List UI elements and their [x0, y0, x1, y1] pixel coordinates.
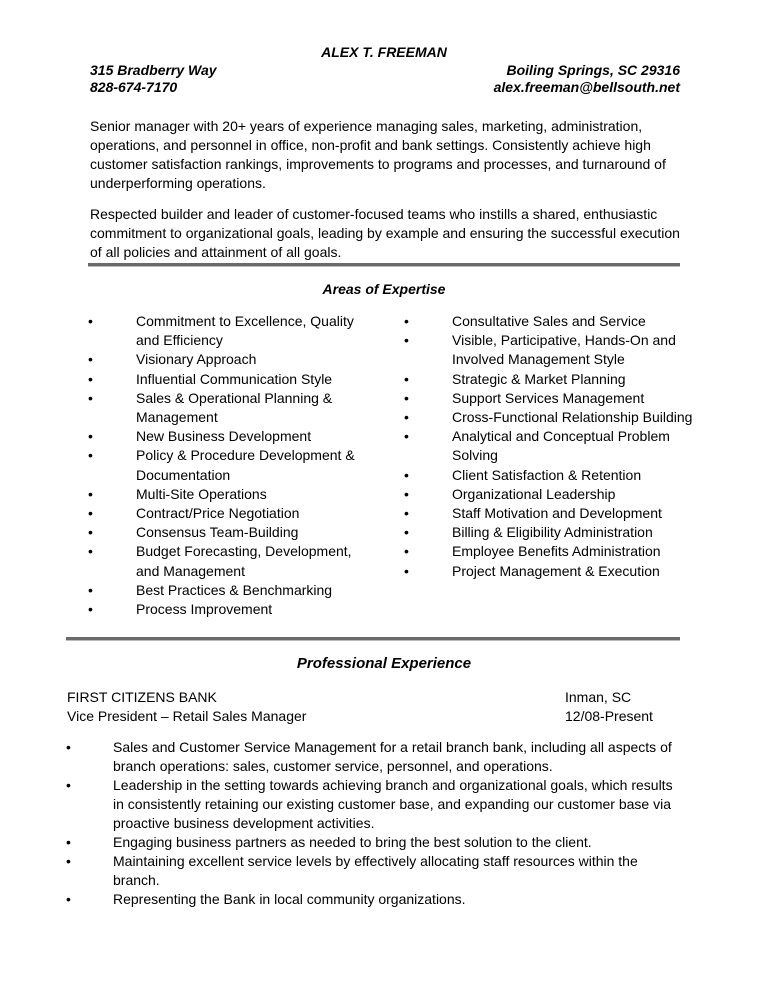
job-duties-list [66, 738, 686, 909]
bullet-marker: • [66, 777, 71, 793]
bullet-marker: • [88, 581, 93, 598]
expertise-item-text: Strategic & Market Planning [452, 370, 626, 387]
bullet-marker: • [66, 834, 71, 850]
expertise-item [88, 446, 368, 484]
expertise-item-text: Organizational Leadership [452, 485, 616, 502]
bullet-marker: • [404, 313, 409, 329]
bullet-marker: • [66, 739, 71, 755]
bullet-marker: • [404, 332, 409, 349]
expertise-item-text: Visible, Participative, Hands-On and Involved Management Style [452, 332, 676, 368]
expertise-item-text: Billing & Eligibility Administration [452, 524, 653, 541]
expertise-item-text: Commitment to Excellence, Quality and Efficiency [136, 313, 354, 349]
summary-paragraph-1: Senior manager with 20+ years of experience managing sales, marketing, administration, operations, and personnel in office, non-profit and bank settings. Consistently achieve high customer satisfaction rankings, improvements to programs and processes, and turnaround of underperforming operations. [90, 118, 666, 191]
bullet-marker: • [404, 562, 409, 579]
bullet-marker: • [88, 543, 93, 560]
bullet-marker: • [404, 485, 409, 502]
expertise-item [404, 408, 694, 427]
expertise-item-text: Best Practices & Benchmarking [136, 581, 333, 598]
expertise-item [404, 312, 694, 331]
bullet-marker: • [88, 505, 93, 522]
duty-item-text: Engaging business partners as needed to bring the best solution to the client. [113, 834, 592, 850]
position-dates: 12/08-Present [565, 708, 653, 724]
bullet-marker: • [404, 389, 409, 406]
expertise-item [404, 485, 694, 504]
bullet-marker: • [88, 447, 93, 464]
position-title: Vice President – Retail Sales Manager [67, 708, 307, 724]
email-address: alex.freeman@bellsouth.net [493, 79, 680, 95]
expertise-item [404, 427, 694, 465]
duty-item-text: Leadership in the setting towards achieving branch and organizational goals, which results in consistently retaining our existing customer base, and expanding our customer base via proactive business development activities. [113, 777, 673, 831]
expertise-item [88, 504, 368, 523]
experience-heading: Professional Experience [296, 655, 472, 672]
expertise-item [88, 389, 368, 427]
expertise-item [88, 350, 368, 369]
expertise-item-text: Influential Communication Style [136, 370, 333, 387]
bullet-marker: • [404, 466, 409, 483]
expertise-item-text: Multi-Site Operations [136, 485, 267, 502]
bullet-marker: • [404, 543, 409, 560]
expertise-item-text: Policy & Procedure Development & Documentation [136, 447, 355, 483]
expertise-item-text: Staff Motivation and Development [452, 505, 662, 522]
expertise-heading: Areas of Expertise [322, 281, 446, 297]
duty-item-text: Sales and Customer Service Management for a retail branch bank, including all aspects of branch operations: sales, customer service, personnel, and operations. [113, 739, 672, 774]
expertise-item [404, 523, 694, 542]
expertise-item-text: New Business Development [136, 428, 312, 445]
employer-location: Inman, SC [565, 689, 632, 705]
bullet-marker: • [88, 389, 93, 406]
bullet-marker: • [404, 370, 409, 387]
city-state-zip: Boiling Springs, SC 29316 [506, 62, 680, 78]
bullet-marker: • [88, 524, 93, 541]
duty-item [66, 852, 686, 890]
candidate-name: ALEX T. FREEMAN [321, 44, 447, 60]
bullet-marker: • [404, 505, 409, 522]
expertise-item [88, 312, 368, 350]
expertise-list-left [88, 312, 368, 619]
bullet-marker: • [88, 313, 93, 329]
summary-paragraph-2: Respected builder and leader of customer-focused teams who instills a shared, enthusiastic commitment to organizational goals, leading by example and ensuring the successful execution of all policies and attainment of all goals. [90, 206, 680, 260]
expertise-item [88, 523, 368, 542]
expertise-item-text: Support Services Management [452, 389, 645, 406]
expertise-item-text: Project Management & Execution [452, 562, 660, 579]
expertise-item [404, 562, 694, 581]
expertise-item [404, 389, 694, 408]
expertise-item [88, 370, 368, 389]
street-address: 315 Bradberry Way [90, 62, 217, 78]
expertise-item [404, 504, 694, 523]
expertise-item-text: Sales & Operational Planning & Management [136, 389, 333, 426]
expertise-item-text: Employee Benefits Administration [452, 543, 661, 560]
expertise-item [88, 485, 368, 504]
phone-number: 828-674-7170 [90, 79, 178, 95]
employer-name: FIRST CITIZENS BANK [67, 689, 217, 705]
bullet-marker: • [88, 428, 93, 445]
bullet-marker: • [88, 601, 93, 618]
bullet-marker: • [88, 485, 93, 502]
section-divider [66, 637, 680, 641]
expertise-item [404, 331, 694, 369]
expertise-item-text: Process Improvement [136, 601, 273, 618]
bullet-marker: • [404, 428, 409, 445]
expertise-item-text: Cross-Functional Relationship Building [452, 409, 693, 426]
bullet-marker: • [66, 891, 71, 907]
expertise-item-text: Visionary Approach [136, 351, 257, 368]
expertise-item-text: Contract/Price Negotiation [136, 505, 300, 522]
bullet-marker: • [404, 524, 409, 541]
duty-item [66, 890, 686, 909]
expertise-item-text: Budget Forecasting, Development, and Management [136, 543, 352, 579]
duty-item-text: Maintaining excellent service levels by effectively allocating staff resources within the branch. [113, 853, 638, 888]
section-divider [88, 263, 680, 267]
expertise-item [88, 581, 368, 600]
expertise-item [88, 542, 368, 580]
expertise-item-text: Consultative Sales and Service [452, 313, 646, 329]
duty-item [66, 738, 686, 776]
duty-item-text: Representing the Bank in local community organizations. [113, 891, 466, 907]
duty-item [66, 833, 686, 852]
expertise-item-text: Analytical and Conceptual Problem Solving [452, 428, 670, 464]
expertise-item-text: Client Satisfaction & Retention [452, 466, 642, 483]
bullet-marker: • [88, 370, 93, 387]
expertise-item-text: Consensus Team-Building [136, 524, 299, 541]
bullet-marker: • [88, 351, 93, 368]
duty-item [66, 776, 686, 833]
expertise-item [404, 466, 694, 485]
expertise-item [88, 600, 368, 619]
expertise-list-right [404, 312, 694, 581]
expertise-item [404, 542, 694, 561]
bullet-marker: • [66, 853, 71, 869]
expertise-item [404, 370, 694, 389]
expertise-item [88, 427, 368, 446]
bullet-marker: • [404, 409, 409, 426]
